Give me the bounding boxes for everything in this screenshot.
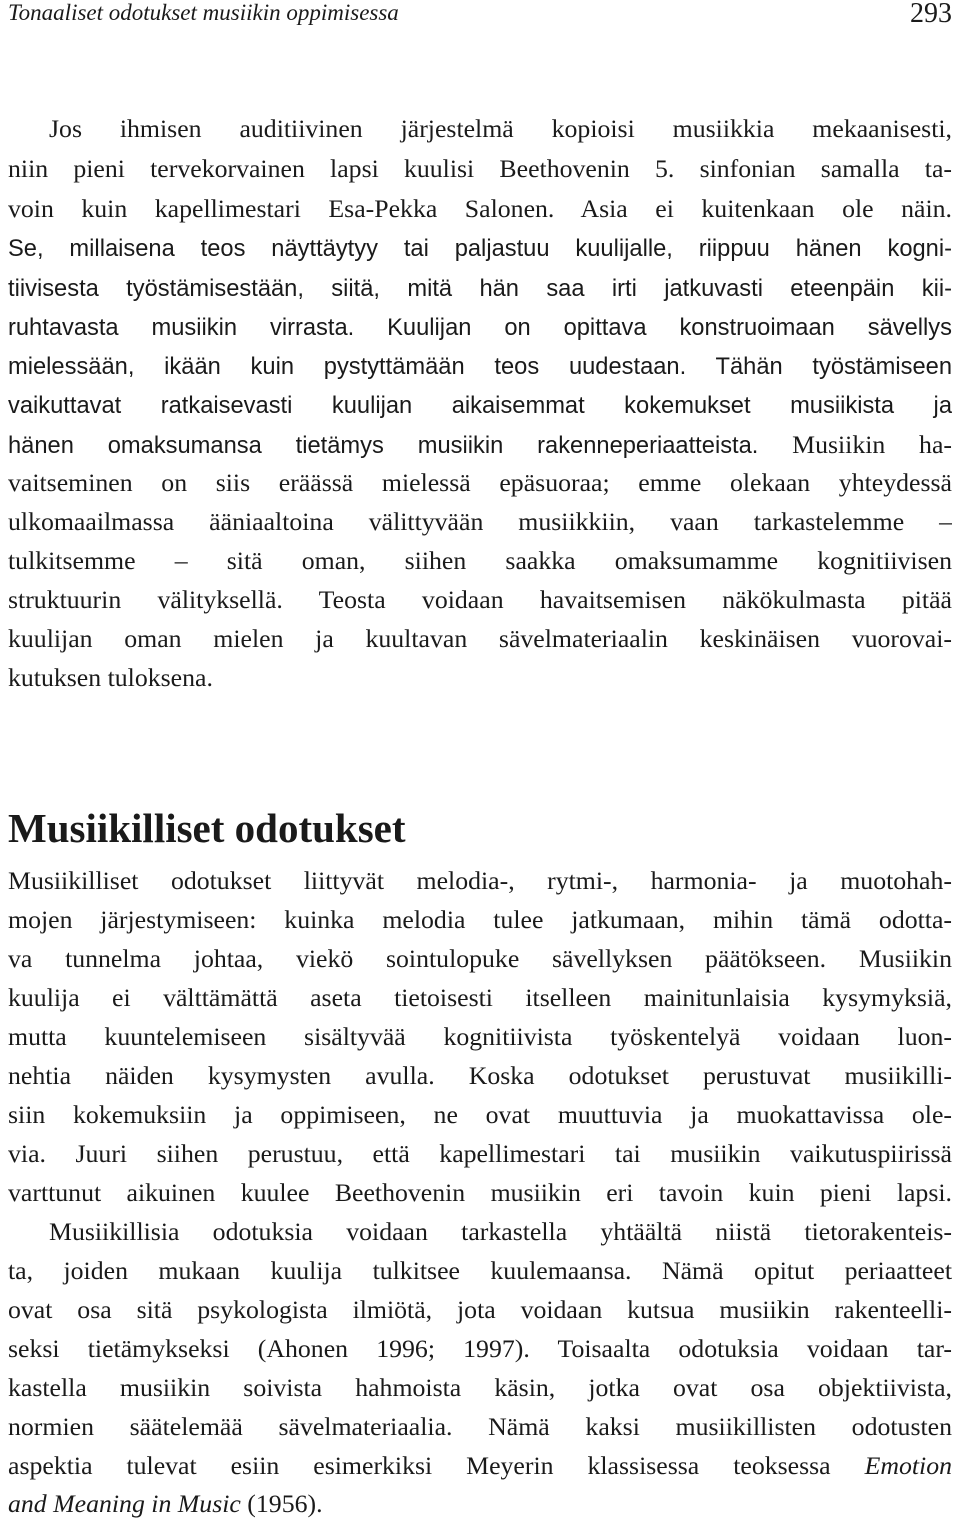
- text-span: hänen omaksumansa tietämys musiikin rakenneperiaatteista.: [8, 433, 759, 459]
- text-line: voin kuin kapellimestari Esa-Pekka Salonen. Asia ei kuitenkaan ole näin.: [8, 194, 952, 223]
- page-number: 293: [910, 0, 952, 29]
- text-line: struktuurin välityksellä. Teosta voidaan havaitsemisen näkökulmasta pitää: [8, 585, 952, 614]
- text-line: [8, 425, 952, 465]
- text-line: va tunnelma johtaa, viekö sointulopuke sävellyksen päätökseen. Musiikin: [8, 944, 952, 973]
- text-line: [8, 1446, 952, 1486]
- text-line: kastella musiikin soivista hahmoista käsin, jotka ovat osa objektiivista,: [8, 1373, 952, 1402]
- text-line: ulkomaailmassa ääniaaltoina välittyvään musiikkiin, vaan tarkastelemme –: [8, 507, 952, 536]
- text-line: niin pieni tervekorvainen lapsi kuulisi Beethovenin 5. sinfonian samalla ta-: [8, 154, 952, 183]
- book-title-part: Emotion: [864, 1451, 952, 1480]
- text-line: ta, joiden mukaan kuulija tulkitsee kuulemaansa. Nämä opitut periaatteet: [8, 1256, 952, 1285]
- text-line: Musiikillisia odotuksia voidaan tarkastella yhtäältä niistä tietorakenteis-: [49, 1217, 952, 1246]
- text-line: mielessään, ikään kuin pystyttämään teos uudestaan. Tähän työstämiseen: [8, 354, 952, 380]
- text-line: ruhtavasta musiikin virrasta. Kuulijan on opittava konstruoimaan sävellys: [8, 315, 952, 341]
- text-line: ovat osa sitä psykologista ilmiötä, jota voidaan kutsua musiikin rakenteelli-: [8, 1295, 952, 1324]
- text-line: [8, 1484, 952, 1524]
- book-title-part: and Meaning in Music: [8, 1489, 241, 1518]
- text-line: Jos ihmisen auditiivinen järjestelmä kopioisi musiikkia mekaanisesti,: [49, 114, 952, 143]
- text-line: varttunut aikuinen kuulee Beethovenin musiikin eri tavoin kuin pieni lapsi.: [8, 1178, 952, 1207]
- text-line: siin kokemuksiin ja oppimiseen, ne ovat muuttuvia ja muokattavissa ole-: [8, 1100, 952, 1129]
- page-header: [8, 0, 952, 40]
- text-line: nehtia näiden kysymysten avulla. Koska odotukset perustuvat musiikilli-: [8, 1061, 952, 1090]
- running-title: Tonaaliset odotukset musiikin oppimisessa: [8, 0, 399, 25]
- text-span: (1956).: [240, 1489, 323, 1518]
- text-line: vaikuttavat ratkaisevasti kuulijan aikaisemmat kokemukset musiikista ja: [8, 393, 952, 419]
- text-span: Musiikin ha-: [758, 430, 952, 459]
- text-line: mutta kuuntelemiseen sisältyvää kognitiivista työskentelyä voidaan luon-: [8, 1022, 952, 1051]
- text-line: kutuksen tuloksena.: [8, 663, 213, 692]
- text-line: normien säätelemää sävelmateriaalia. Nämä kaksi musiikillisten odotusten: [8, 1412, 952, 1441]
- text-line: mojen järjestymiseen: kuinka melodia tulee jatkumaan, mihin tämä odotta-: [8, 905, 952, 934]
- text-line: via. Juuri siihen perustuu, että kapellimestari tai musiikin vaikutuspiirissä: [8, 1139, 952, 1168]
- text-line: tiivisesta työstämisestään, siitä, mitä hän saa irti jatkuvasti eteenpäin kii-: [8, 276, 952, 302]
- text-span: aspektia tulevat esiin esimerkiksi Meyerin klassisessa teoksessa: [8, 1451, 865, 1480]
- text-line: Musiikilliset odotukset liittyvät melodia-, rytmi-, harmonia- ja muotohah-: [8, 866, 952, 895]
- text-line: kuulijan oman mielen ja kuultavan sävelmateriaalin keskinäisen vuorovai-: [8, 624, 952, 653]
- text-line: seksi tietämykseksi (Ahonen 1996; 1997). Toisaalta odotuksia voidaan tar-: [8, 1334, 952, 1363]
- text-line: tulkitsemme – sitä oman, siihen saakka omaksumamme kognitiivisen: [8, 546, 952, 575]
- text-line: kuulija ei välttämättä aseta tietoisesti itselleen mainitunlaisia kysymyksiä,: [8, 983, 952, 1012]
- text-line: Se, millaisena teos näyttäytyy tai paljastuu kuulijalle, riippuu hänen kogni-: [8, 236, 952, 262]
- section-heading: Musiikilliset odotukset: [8, 805, 406, 852]
- text-line: vaitseminen on siis eräässä mielessä epäsuoraa; emme olekaan yhteydessä: [8, 468, 952, 497]
